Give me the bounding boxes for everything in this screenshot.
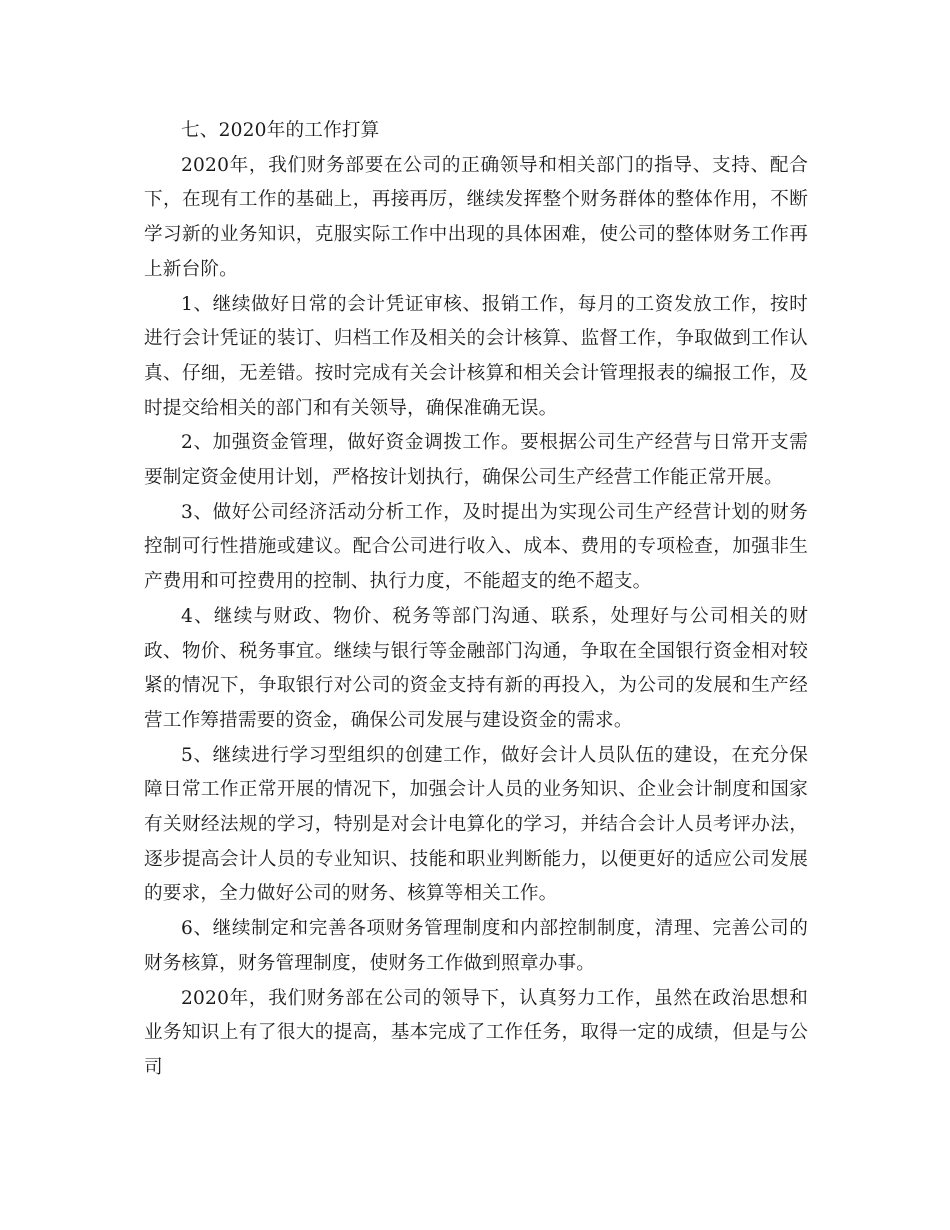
plan-item-3: 3、做好公司经济活动分析工作，及时提出为实现公司生产经营计划的财务控制可行性措施或建议。配合公司进行收入、成本、费用的专项检查，加强非生产费用和可控费用的控制、执行力度，不能超支的绝不超支。 [144, 501, 808, 593]
plan-item-6: 6、继续制定和完善各项财务管理制度和内部控制制度，清理、完善公司的财务核算，财务管理制度，使财务工作做到照章办事。 [144, 918, 808, 974]
plan-item-5: 5、继续进行学习型组织的创建工作，做好会计人员队伍的建设，在充分保障日常工作正常开展的情况下，加强会计人员的业务知识、企业会计制度和国家有关财经法规的学习，特别是对会计电算化的学习，并结合会计人员考评办法，逐步提高会计人员的专业知识、技能和职业判断能力，以便更好的适应公司发展的要求，全力做好公司的财务、核算等相关工作。 [144, 744, 808, 905]
plan-item-4: 4、继续与财政、物价、税务等部门沟通、联系，处理好与公司相关的财政、物价、税务事宜。继续与银行等金融部门沟通，争取在全国银行资金相对较紧的情况下，争取银行对公司的资金支持有新的再投入，为公司的发展和生产经营工作筹措需要的资金，确保公司发展与建设资金的需求。 [144, 605, 808, 731]
section-heading: 七、2020年的工作打算 [181, 120, 380, 141]
plan-item-1: 1、继续做好日常的会计凭证审核、报销工作，每月的工资发放工作，按时进行会计凭证的装订、归档工作及相关的会计核算、监督工作，争取做到工作认真、仔细，无差错。按时完成有关会计核算和相关会计管理报表的编报工作，及时提交给相关的部门和有关领导，确保准确无误。 [144, 293, 808, 419]
intro-paragraph: 2020年，我们财务部要在公司的正确领导和相关部门的指导、支持、配合下，在现有工作的基础上，再接再厉，继续发挥整个财务群体的整体作用，不断学习新的业务知识，克服实际工作中出现的具体困难，使公司的整体财务工作再上新台阶。 [144, 154, 808, 280]
plan-item-2: 2、加强资金管理，做好资金调拨工作。要根据公司生产经营与日常开支需要制定资金使用计划，严格按计划执行，确保公司生产经营工作能正常开展。 [144, 432, 808, 489]
document-body [144, 114, 808, 1086]
closing-paragraph: 2020年，我们财务部在公司的领导下，认真努力工作，虽然在政治思想和业务知识上有了很大的提高，基本完成了工作任务，取得一定的成绩，但是与公司 [144, 987, 808, 1078]
